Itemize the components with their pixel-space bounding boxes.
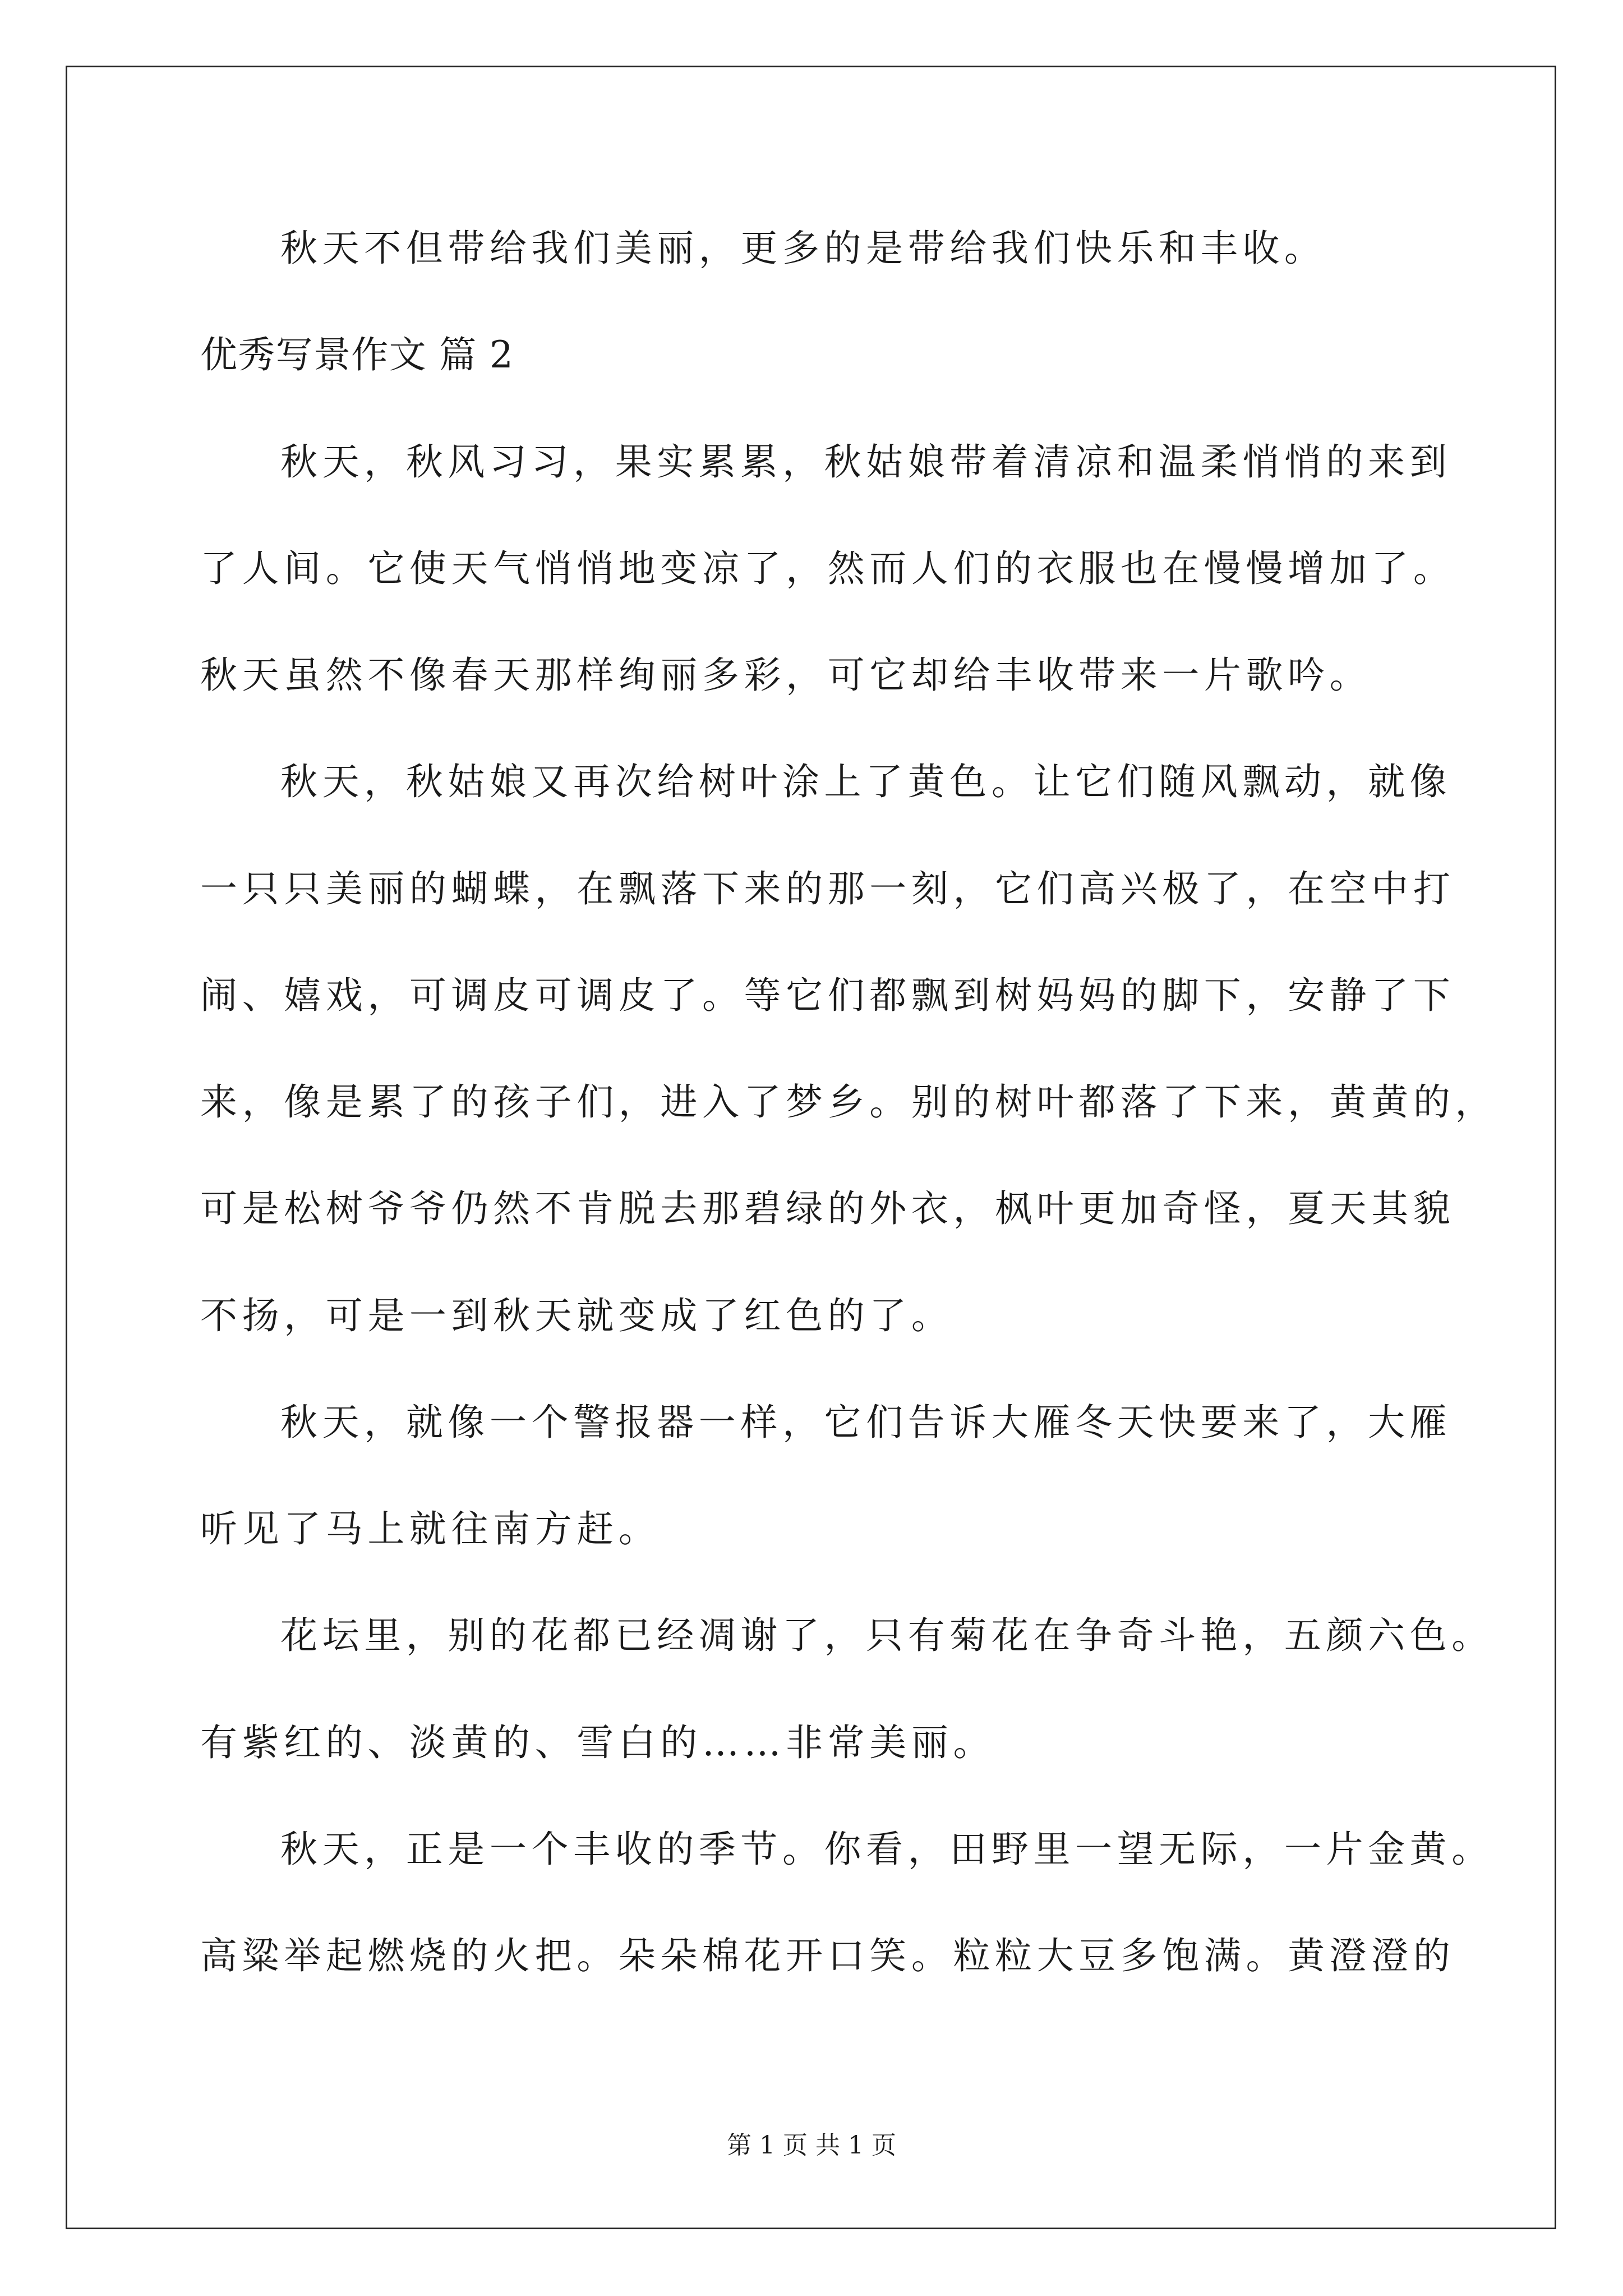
text-line: 一只只美丽的蝴蝶，在飘落下来的那一刻，它们高兴极了，在空中打 bbox=[200, 867, 1455, 910]
text-line: 秋天，就像一个警报器一样，它们告诉大雁冬天快要来了，大雁 bbox=[280, 1401, 1452, 1444]
text-line: 秋天，秋风习习，果实累累，秋姑娘带着清凉和温柔悄悄的来到 bbox=[280, 440, 1452, 484]
text-line: 可是松树爷爷仍然不肯脱去那碧绿的外衣，枫叶更加奇怪，夏天其貌 bbox=[200, 1187, 1455, 1230]
text-line: 听见了马上就往南方赶。 bbox=[200, 1507, 661, 1550]
text-line: 秋天不但带给我们美丽，更多的是带给我们快乐和丰收。 bbox=[280, 227, 1326, 270]
text-line: 来，像是累了的孩子们，进入了梦乡。别的树叶都落了下来，黄黄的， bbox=[200, 1080, 1497, 1124]
text-line: 不扬，可是一到秋天就变成了红色的了。 bbox=[200, 1294, 953, 1337]
text-line: 花坛里，别的花都已经凋谢了，只有菊花在争奇斗艳，五颜六色。 bbox=[280, 1614, 1493, 1657]
section-heading: 优秀写景作文 篇 2 bbox=[200, 333, 514, 376]
text-line: 秋天，正是一个丰收的季节。你看，田野里一望无际，一片金黄。 bbox=[280, 1828, 1493, 1871]
text-line: 秋天，秋姑娘又再次给树叶涂上了黄色。让它们随风飘动，就像 bbox=[280, 760, 1452, 803]
text-line: 有紫红的、淡黄的、雪白的……非常美丽。 bbox=[200, 1721, 995, 1764]
page-frame bbox=[66, 66, 1556, 2229]
text-line: 闹、嬉戏，可调皮可调皮了。等它们都飘到树妈妈的脚下，安静了下 bbox=[200, 974, 1455, 1017]
page-footer: 第 1 页 共 1 页 bbox=[727, 2131, 896, 2160]
text-line: 秋天虽然不像春天那样绚丽多彩，可它却给丰收带来一片歌吟。 bbox=[200, 654, 1372, 697]
text-line: 了人间。它使天气悄悄地变凉了，然而人们的衣服也在慢慢增加了。 bbox=[200, 547, 1455, 590]
text-line: 高粱举起燃烧的火把。朵朵棉花开口笑。粒粒大豆多饱满。黄澄澄的 bbox=[200, 1934, 1455, 1977]
